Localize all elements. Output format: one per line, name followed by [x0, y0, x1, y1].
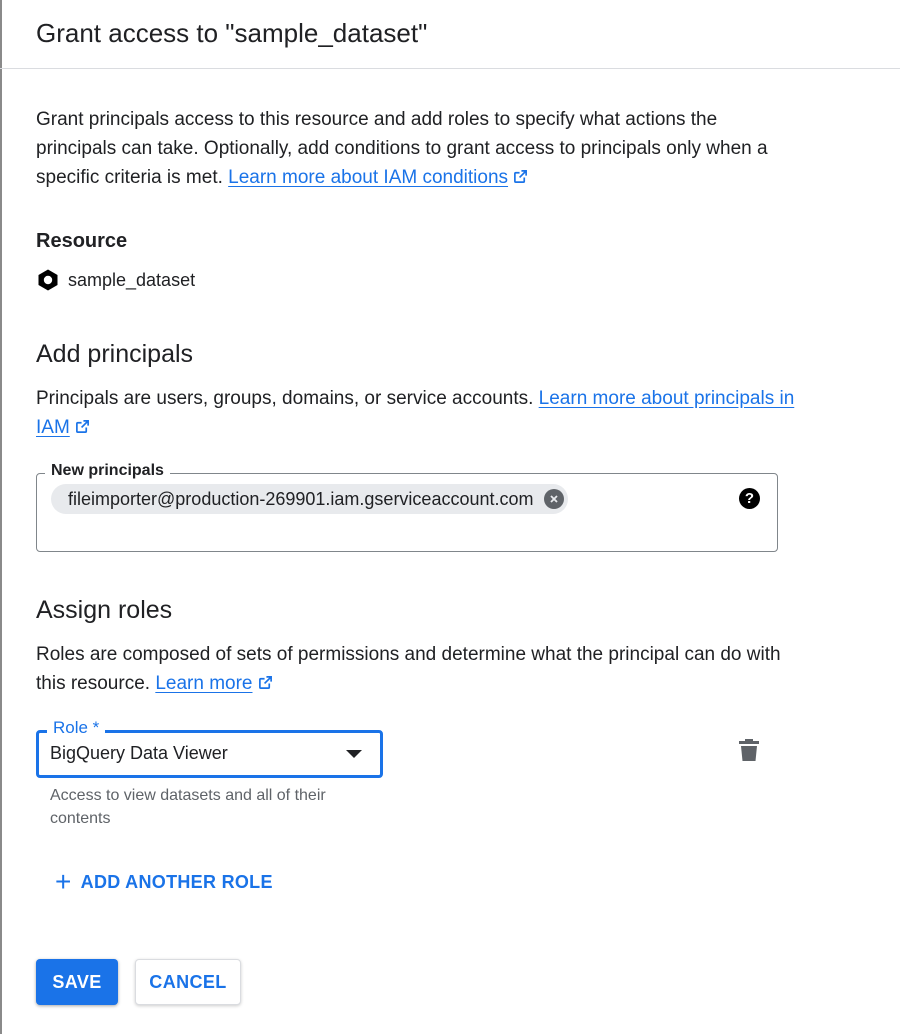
save-button[interactable]: SAVE [36, 959, 118, 1005]
new-principals-input[interactable] [36, 462, 778, 552]
external-link-icon [258, 675, 273, 690]
roles-description [36, 640, 796, 698]
plus-icon: + [55, 866, 72, 897]
new-principals-label: New principals [45, 462, 170, 480]
role-select[interactable] [36, 718, 383, 778]
roles-text: Roles are composed of sets of permissions and determine what the principal can do with this resource. [36, 644, 781, 694]
add-principals-heading: Add principals [36, 340, 194, 368]
delete-icon[interactable] [738, 738, 760, 762]
external-link-icon [513, 169, 528, 184]
resource-name: sample_dataset [68, 269, 196, 290]
principals-link-label: Learn more about principals in IAM [36, 388, 795, 438]
principals-text: Principals are users, groups, domains, or service accounts. [36, 388, 534, 409]
principal-chip[interactable] [51, 484, 568, 514]
intro-text: Grant principals access to this resource and add roles to specify what actions the principals can take. Optionally, add conditions to grant access to principals only when a specific criteria is met. [36, 109, 768, 188]
selected-role: BigQuery Data Viewer [50, 743, 228, 763]
resource-row [36, 268, 195, 292]
dialog-header [0, 0, 900, 69]
cancel-button[interactable]: CANCEL [135, 959, 241, 1005]
dialog-title: Grant access to "sample_dataset" [36, 18, 428, 48]
window-edge [0, 0, 2, 1034]
iam-conditions-link-label: Learn more about IAM conditions [228, 167, 509, 188]
help-icon[interactable]: ? [739, 488, 760, 509]
assign-roles-heading: Assign roles [36, 596, 173, 624]
principal-chip-label: fileimporter@production-269901.iam.gserviceaccount.com [68, 488, 534, 509]
roles-learn-more-link[interactable] [155, 673, 252, 694]
principals-description [36, 384, 796, 442]
iam-conditions-link[interactable] [228, 167, 508, 188]
dataset-icon [36, 268, 60, 292]
role-label: Role * [47, 718, 105, 738]
external-link-icon [75, 419, 90, 434]
intro-description [36, 105, 796, 192]
roles-link-label: Learn more [155, 673, 253, 694]
remove-chip-icon[interactable] [544, 489, 564, 509]
resource-heading: Resource [36, 230, 128, 252]
dropdown-arrow-icon [346, 750, 362, 758]
add-another-role-button[interactable] [55, 866, 273, 897]
role-description: Access to view datasets and all of their contents [50, 787, 326, 827]
add-another-role-label: ADD ANOTHER ROLE [80, 871, 273, 892]
